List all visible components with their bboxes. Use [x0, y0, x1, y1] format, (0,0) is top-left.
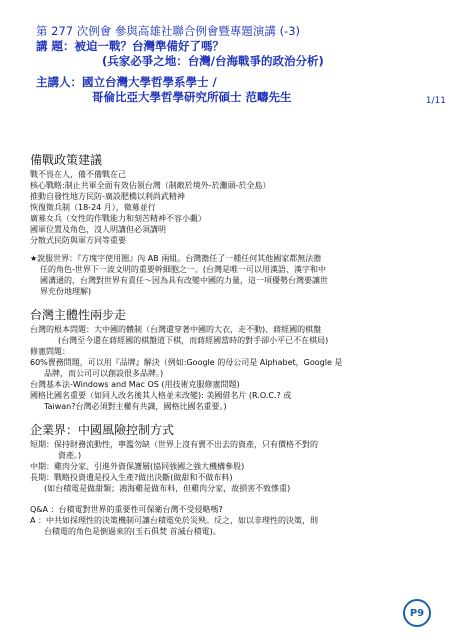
- section-title-policy: 備戰政策建議: [30, 153, 103, 167]
- subjectivity-item: 台灣基本法-Windows and Mac OS (用技術克服修憲問題): [30, 380, 240, 389]
- speaker-line-1: 主講人：國立台灣大學哲學系學士 /: [36, 75, 217, 89]
- note-line: 國溝通的，台灣對世界有責任～因為具有改變中國的力量，這一項優勢台灣要讓世: [40, 276, 328, 285]
- policy-item: 廣募女兵（女性的作戰能力和刻苦精神不容小覷）: [30, 214, 206, 223]
- policy-item: 恢復徵兵制（18-24 月），徵募並行: [30, 203, 156, 212]
- enterprise-item: 長期：戰略投資遺是投入生產?做出決斷(做甜和不做布料): [30, 473, 233, 482]
- page-fraction: 1/11: [425, 96, 446, 106]
- enterprise-list: [30, 439, 430, 494]
- enterprise-item: 資產。): [58, 451, 82, 460]
- policy-item: 分散式民防與軍方同等重要: [30, 236, 126, 245]
- subjectivity-item: Taiwan?台灣必須對主權有共識，國格比國名重要。): [44, 402, 227, 411]
- policy-list: [30, 169, 430, 246]
- note-line: ★說服世界：『方塊字使用圈』內 AB 兩組。台灣擔任了一種任何其他國家都無法擔: [30, 254, 322, 263]
- enterprise-item: (如台積電是做甜類；鴻海雞是做布料，但雞肉分家，故損害不致慘重): [44, 484, 291, 493]
- enterprise-item: 中期：雞肉分家、引進外資保護層(協同強國之強大機構參股): [30, 462, 245, 471]
- qa-block: [30, 504, 430, 537]
- policy-item: 推動自發性地方民防-廣設肥橋以利尚武精神: [30, 192, 185, 201]
- policy-item: 戰不畏在人，備不備戰在己: [30, 170, 126, 179]
- note-line: 界充份地理解): [40, 287, 92, 296]
- section-title-subjectivity: 台灣主體性兩步走: [30, 308, 127, 322]
- subjectivity-item: (台灣至今還在蔣經國的棋盤道下棋，而蔣經國當時的對手卻小平已不在棋局): [58, 336, 329, 345]
- speaker-line-2: 哥倫比亞大學哲學研究所碩士 范疇先生: [92, 90, 292, 104]
- qa-line: 台積電的角色是倒過來的(玉石俱焚 首滅台積電)。: [44, 527, 221, 536]
- lecture-topic: 講 題：被迫一戰？台灣準備好了嗎？: [36, 39, 225, 53]
- policy-item: 核心戰略:制止共軍全面有效佔領台灣（制敵於境外-於灘頭-於全島）: [30, 181, 271, 190]
- subjectivity-item: 品牌，而公司可以創設很多品牌。): [44, 369, 164, 378]
- subjectivity-item: 修憲問題：: [30, 347, 70, 356]
- document-body: [30, 146, 430, 537]
- subjectivity-item: 60%賣務問題，可以用『品牌』解決（例如:Google 的母公司是 Alphabet，Google 是: [30, 358, 343, 367]
- qa-line: A ：中共如採理性的決策機制可讓台積電免於災殃。反之，如以非理性的決策，則: [30, 516, 319, 525]
- page-number-badge: P9: [403, 599, 431, 627]
- note-line: 任的角色-世界下一波文明的重要幹細胞之一。(台灣是唯一可以用漢語、漢字和中: [40, 265, 327, 274]
- lecture-subtitle: (兵家必爭之地：台灣/台海戰爭的政治分析): [102, 54, 324, 68]
- enterprise-item: 短期：保持財務流動性，寧濫勿缺（世界上沒有賣不出去的資產，只有價格不對的: [30, 440, 318, 449]
- section-title-enterprise: 企業界：中國風險控制方式: [30, 423, 175, 437]
- policy-item: 國軍位置及角色，沒人明講但必須講明: [30, 225, 166, 234]
- subjectivity-item: 台灣的根本問題：大中國的體制（台灣還穿著中國的大衣，走不動)、蔣經國的棋盤: [30, 325, 322, 334]
- meeting-title: 第 277 次例會 參與高雄社聯合例會暨專題演講 (-3): [36, 24, 301, 38]
- lecture-header: [36, 24, 436, 105]
- persuade-world-note: [30, 253, 430, 297]
- qa-line: Q&A ：台積電對世界的重要性可保衛台灣不受侵略嗎?: [30, 505, 223, 514]
- subjectivity-item: 國格比國名重要（如同人改名後其人格並未改變): 美國借名片 (R.O.C.? 或: [30, 391, 292, 400]
- subjectivity-list: [30, 324, 430, 412]
